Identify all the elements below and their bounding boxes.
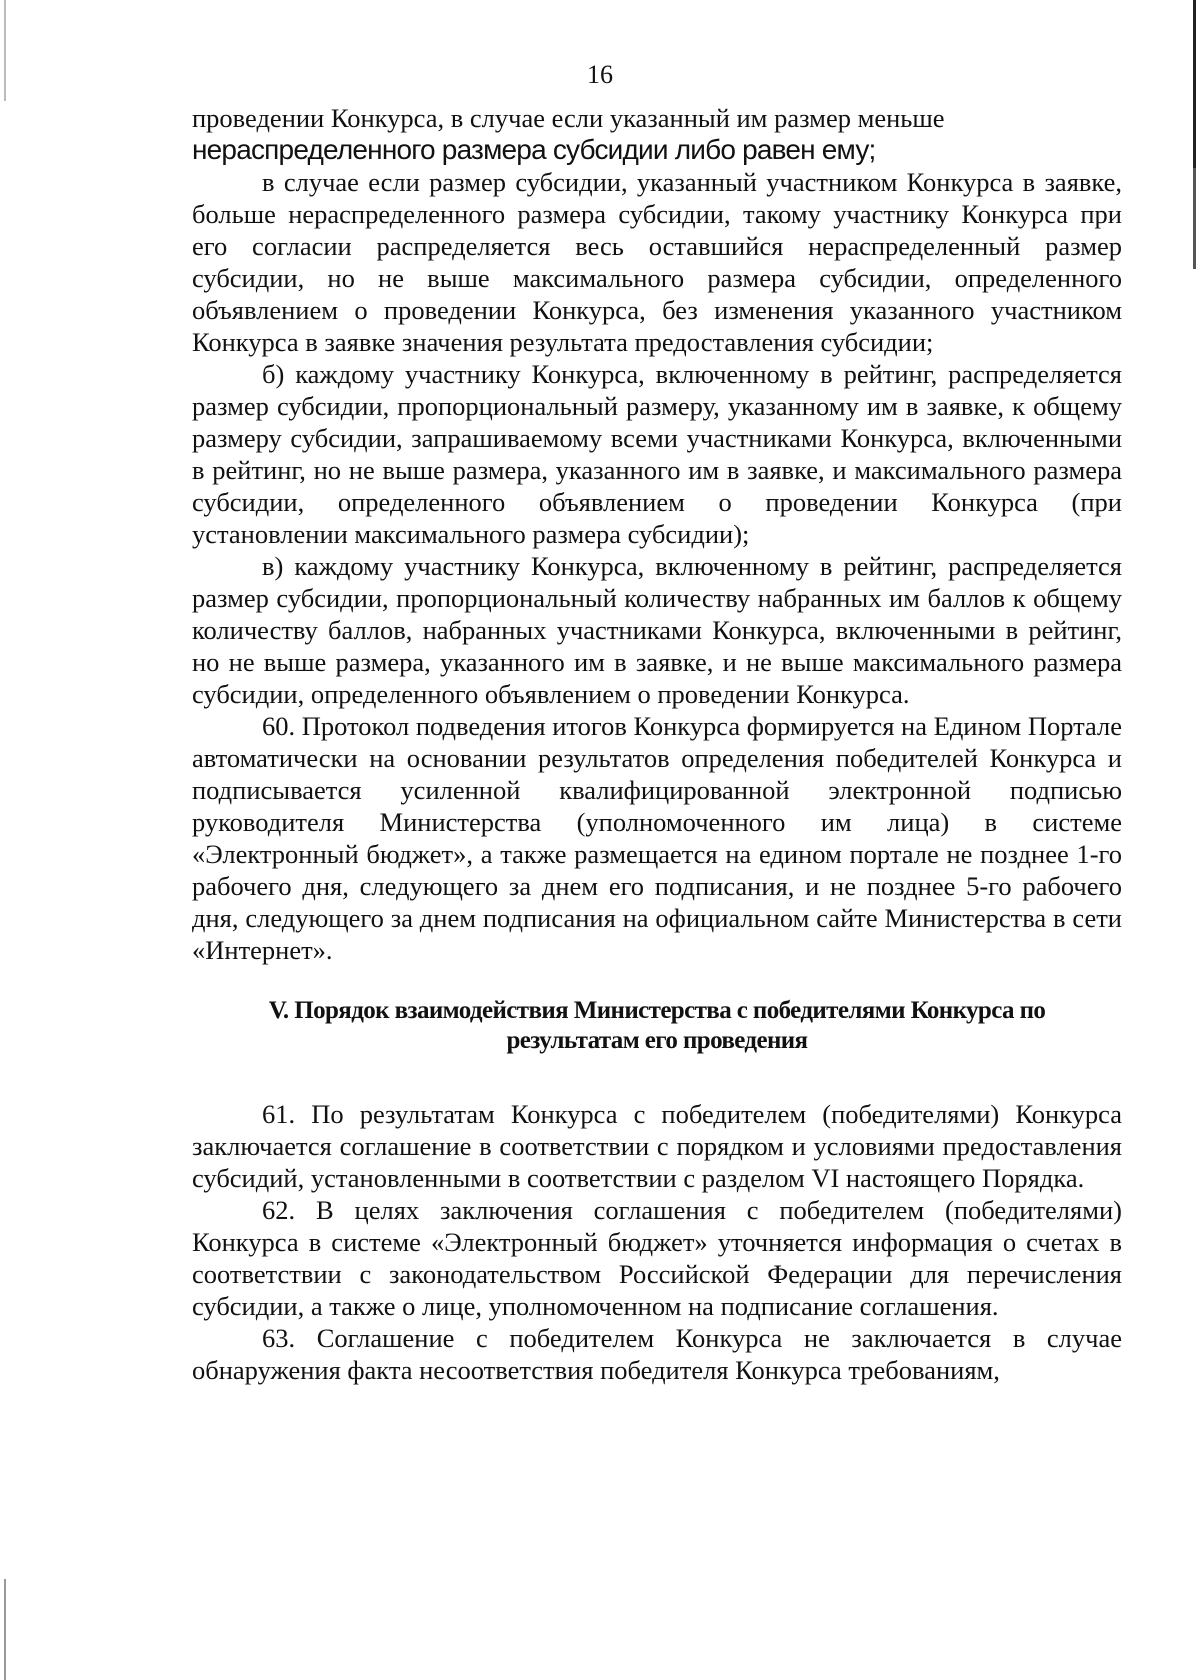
scan-edge-right xyxy=(1193,0,1196,1680)
paragraph-60: 60. Протокол подведения итогов Конкурса формируется на Едином Портале автоматически на основании результатов определения победителей Конкурса и подписывается усиленной квалифицированной электронной подписью руководителя Министерства (уполномоченного им лица) в системе «Электронный бюджет», а также размещается на едином портале не позднее 1-го рабочего дня, следующего за днем его подписания, и не позднее 5-го рабочего дня, следующего за днем подписания на официальном сайте Министерства в сети «Интернет». xyxy=(192,711,1122,965)
paragraph-62: 62. В целях заключения соглашения с победителем (победителями) Конкурса в системе «Электронный бюджет» уточняется информация о счетах в соответствии с законодательством Российской Федерации для перечисления субсидии, а также о лице, уполномоченном на подписание соглашения. xyxy=(192,1195,1122,1321)
paragraph-continuation-end: нераспределенного размера субсидии либо равен ему; xyxy=(192,134,876,165)
document-body xyxy=(192,102,1122,1386)
paragraph-item-b: б) каждому участнику Конкурса, включенному в рейтинг, распределяется размер субсидии, пропорциональный размеру, указанному им в заявке, к общему размеру субсидии, запрашиваемому всеми участниками Конкурса, включенными в рейтинг, но не выше размера, указанного им в заявке, и максимального размера субсидии, определенного объявлением о проведении Конкурса (при установлении максимального размера субсидии); xyxy=(192,359,1122,549)
paragraph-item-v: в) каждому участнику Конкурса, включенному в рейтинг, распределяется размер субсидии, пропорциональный количеству набранных им баллов к общему количеству баллов, набранных участниками Конкурса, включенными в рейтинг, но не выше размера, указанного им в заявке, и не выше максимального размера субсидии, определенного объявлением о проведении Конкурса. xyxy=(192,551,1122,709)
section-heading-line-2: результатам его проведения xyxy=(506,1027,808,1054)
section-heading-line-1: V. Порядок взаимодействия Министерства с победителями Конкурса по xyxy=(268,997,1046,1024)
page-number: 16 xyxy=(587,60,613,89)
paragraph-63: 63. Соглашение с победителем Конкурса не заключается в случае обнаружения факта несоответствия победителя Конкурса требованиям, xyxy=(192,1323,1122,1385)
paragraph-continuation: проведении Конкурса, в случае если указанный им размер меньше xyxy=(192,103,945,133)
paragraph-61: 61. По результатам Конкурса с победителем (победителями) Конкурса заключается соглашение в соответствии с порядком и условиями предоставления субсидий, установленными в соответствии с разделом VI настоящего Порядка. xyxy=(192,1099,1122,1193)
section-heading-v xyxy=(192,996,1122,1056)
paragraph-subsidy-exceeds: в случае если размер субсидии, указанный участником Конкурса в заявке, больше нераспределенного размера субсидии, такому участнику Конкурса при его согласии распределяется весь оставшийся нераспределенный размер субсидии, но не выше максимального размера субсидии, определенного объявлением о проведении Конкурса, без изменения указанного участником Конкурса в заявке значения результата предоставления субсидии; xyxy=(192,167,1122,357)
scan-edge-left xyxy=(4,0,6,1680)
